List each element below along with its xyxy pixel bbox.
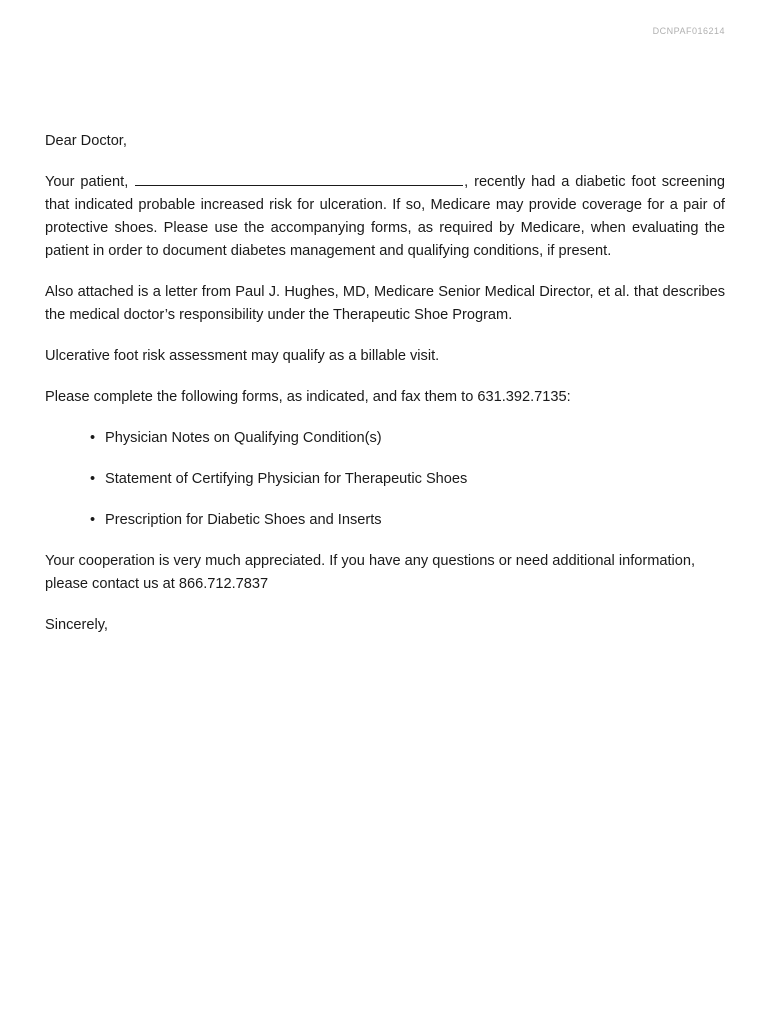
list-item — [90, 468, 725, 491]
instructions-paragraph: Please complete the following forms, as indicated, and fax them to 631.392.7135: — [45, 389, 571, 405]
intro-rest: , recently had a diabetic foot screening that indicated probable increased risk for ulceration. If so, Medicare may provide coverage for a pair of protective shoes. Please use the accompanying forms, as required by Medicare, when evaluating the patient in order to document diabetes management and qualifying conditions, if present. — [45, 174, 725, 259]
bullet-icon: • — [90, 430, 96, 446]
patient-name-blank[interactable] — [135, 171, 463, 186]
form-name: Physician Notes on Qualifying Condition(s) — [105, 430, 382, 446]
salutation: Dear Doctor, — [45, 133, 127, 149]
closing: Sincerely, — [45, 617, 108, 633]
attachment-paragraph: Also attached is a letter from Paul J. Hughes, MD, Medicare Senior Medical Director, et al. that describes the medical doctor’s responsibility under the Therapeutic Shoe Program. — [45, 284, 725, 323]
list-item — [90, 509, 725, 532]
document-code: DCNPAF016214 — [652, 26, 725, 36]
bullet-icon: • — [90, 471, 96, 487]
letter-body — [45, 130, 725, 655]
contact-paragraph: Your cooperation is very much appreciated. If you have any questions or need additional information, please contact us at 866.712.7837 — [45, 553, 696, 592]
list-item — [90, 427, 725, 450]
forms-list — [45, 427, 725, 532]
billable-paragraph: Ulcerative foot risk assessment may qualify as a billable visit. — [45, 348, 440, 364]
intro-start: Your patient, — [45, 174, 129, 190]
intro-paragraph — [45, 171, 725, 263]
form-name: Prescription for Diabetic Shoes and Inserts — [105, 512, 382, 528]
bullet-icon: • — [90, 512, 96, 528]
form-name: Statement of Certifying Physician for Therapeutic Shoes — [105, 471, 468, 487]
